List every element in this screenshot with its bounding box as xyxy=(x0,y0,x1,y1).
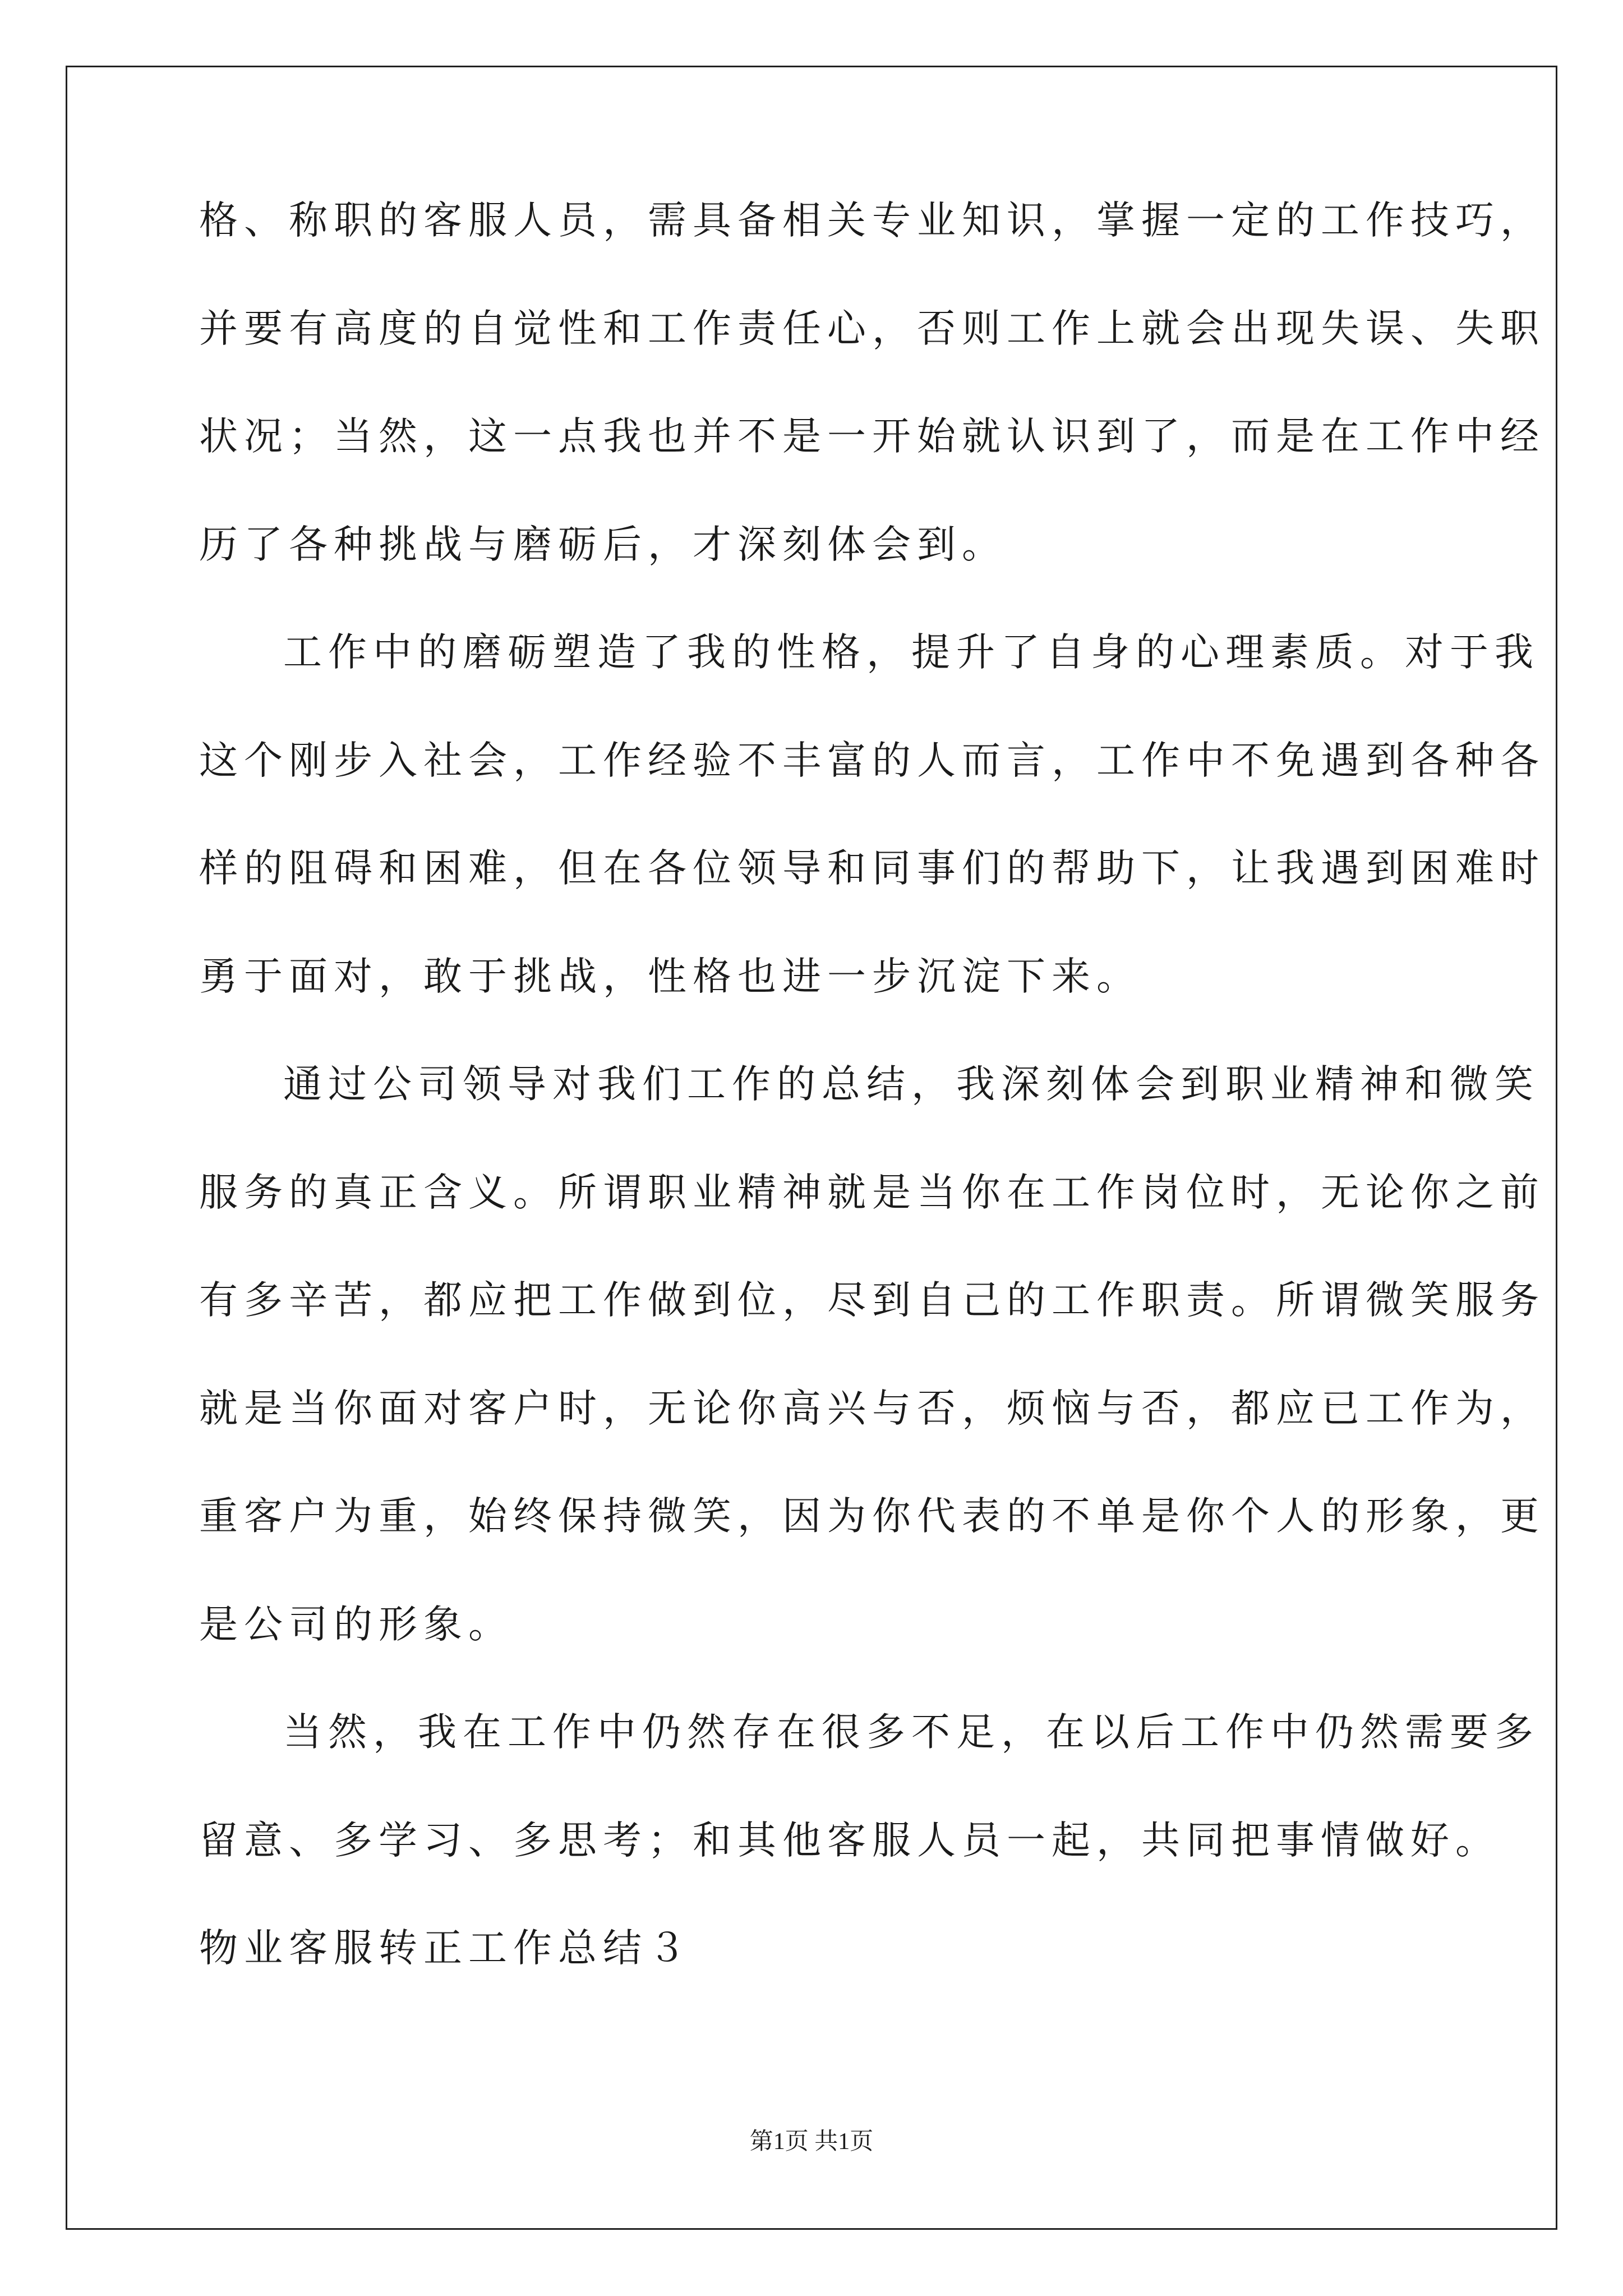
page-footer: 第1页 共1页 xyxy=(749,2129,874,2155)
text-line: 格、称职的客服人员，需具备相关专业知识，掌握一定的工作技巧， xyxy=(199,198,1545,243)
text-line: 是公司的形象。 xyxy=(199,1602,513,1647)
text-line: 状况；当然，这一点我也并不是一开始就认识到了，而是在工作中经 xyxy=(199,414,1545,459)
page-frame xyxy=(66,66,1557,2230)
text-line: 服务的真正含义。所谓职业精神就是当你在工作岗位时，无论你之前 xyxy=(199,1170,1545,1215)
paragraph-first-line: 工作中的磨砺塑造了我的性格，提升了自身的心理素质。对于我 xyxy=(283,630,1539,675)
text-line: 留意、多学习、多思考；和其他客服人员一起，共同把事情做好。 xyxy=(199,1818,1500,1863)
text-line: 样的阻碍和困难，但在各位领导和同事们的帮助下，让我遇到困难时 xyxy=(199,846,1545,891)
text-line: 历了各种挑战与磨砺后，才深刻体会到。 xyxy=(199,522,1007,567)
text-line: 这个刚步入社会，工作经验不丰富的人而言，工作中不免遇到各种各 xyxy=(199,738,1545,783)
paragraph-first-line: 通过公司领导对我们工作的总结，我深刻体会到职业精神和微笑 xyxy=(283,1062,1539,1107)
text-line: 并要有高度的自觉性和工作责任心，否则工作上就会出现失误、失职 xyxy=(199,306,1545,351)
section-heading: 物业客服转正工作总结３ xyxy=(199,1926,693,1971)
paragraph-first-line: 当然，我在工作中仍然存在很多不足，在以后工作中仍然需要多 xyxy=(283,1710,1539,1755)
text-line: 勇于面对，敢于挑战，性格也进一步沉淀下来。 xyxy=(199,954,1141,999)
text-line: 就是当你面对客户时，无论你高兴与否，烦恼与否，都应已工作为， xyxy=(199,1386,1545,1431)
text-line: 重客户为重，始终保持微笑，因为你代表的不单是你个人的形象，更 xyxy=(199,1494,1545,1539)
text-line: 有多辛苦，都应把工作做到位，尽到自己的工作职责。所谓微笑服务 xyxy=(199,1278,1545,1323)
